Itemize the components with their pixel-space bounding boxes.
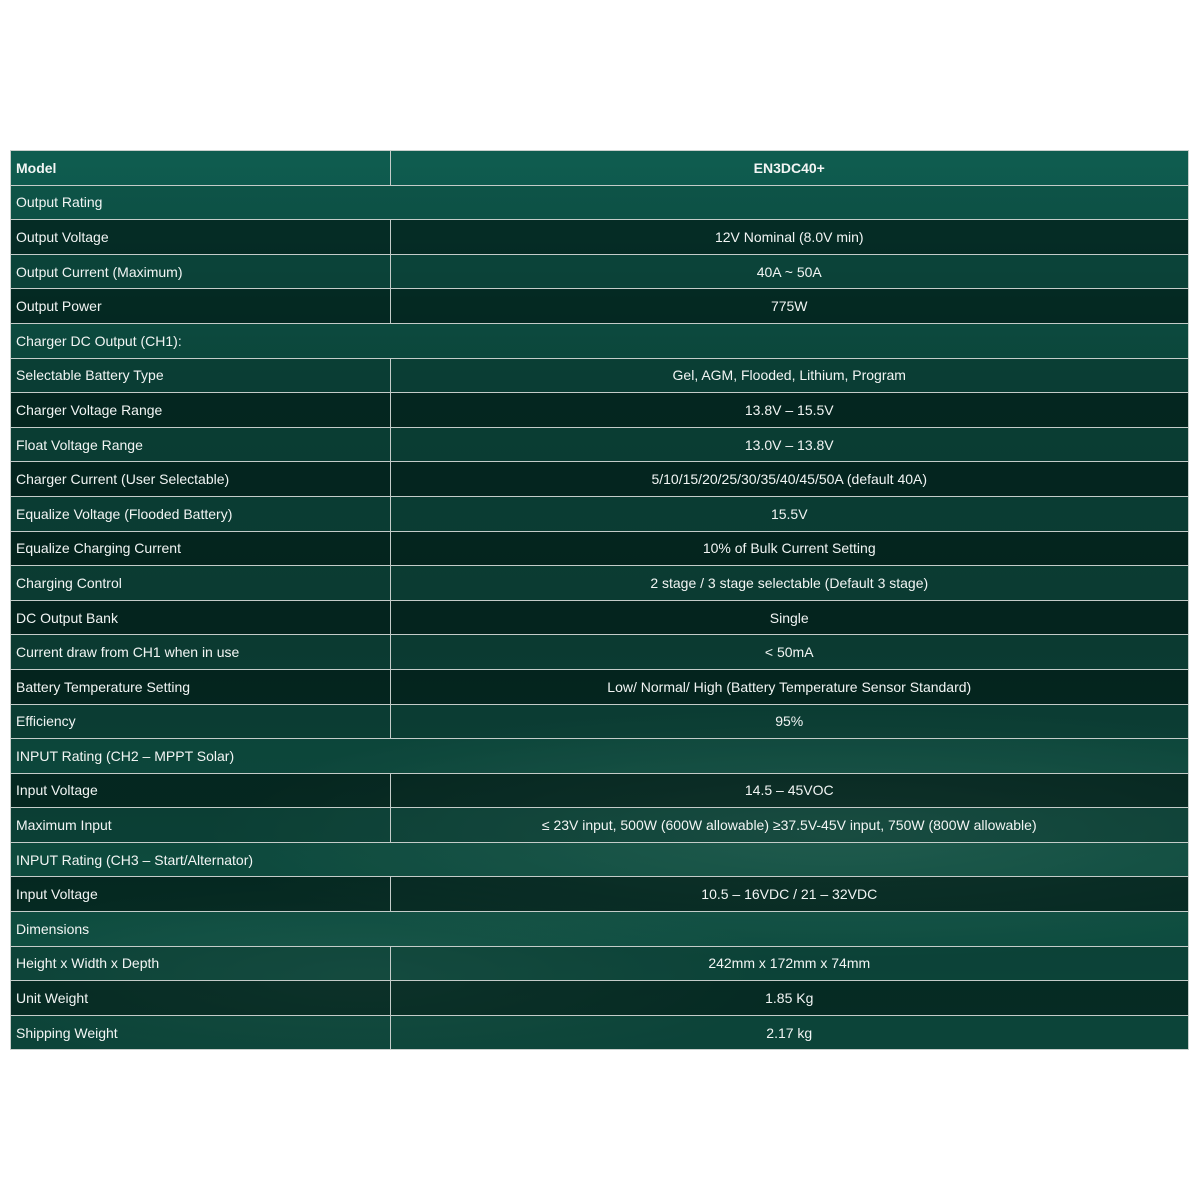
header-label: Model [11, 151, 390, 185]
table-row [11, 669, 1188, 704]
spec-table-frame [10, 150, 1189, 1050]
spec-value: 95% [390, 704, 1188, 739]
table-row [11, 1015, 1188, 1049]
spec-label: Shipping Weight [11, 1015, 390, 1049]
spec-label: Selectable Battery Type [11, 358, 390, 393]
section-label: INPUT Rating (CH2 – MPPT Solar) [11, 739, 1188, 774]
table-row [11, 462, 1188, 497]
spec-label: Maximum Input [11, 808, 390, 843]
table-row [11, 393, 1188, 428]
spec-value: 242mm x 172mm x 74mm [390, 946, 1188, 981]
spec-value: 2.17 kg [390, 1015, 1188, 1049]
section-label: Charger DC Output (CH1): [11, 323, 1188, 358]
spec-value: 775W [390, 289, 1188, 324]
spec-label: Output Voltage [11, 220, 390, 255]
section-label: Dimensions [11, 912, 1188, 947]
spec-value: Low/ Normal/ High (Battery Temperature Sensor Standard) [390, 669, 1188, 704]
table-row [11, 566, 1188, 601]
spec-table [11, 151, 1188, 1049]
spec-value: Gel, AGM, Flooded, Lithium, Program [390, 358, 1188, 393]
spec-label: Height x Width x Depth [11, 946, 390, 981]
spec-label: Output Current (Maximum) [11, 254, 390, 289]
spec-value: 1.85 Kg [390, 981, 1188, 1016]
header-model-value: EN3DC40+ [390, 151, 1188, 185]
table-row [11, 877, 1188, 912]
table-row [11, 946, 1188, 981]
spec-value: < 50mA [390, 635, 1188, 670]
spec-value: 15.5V [390, 496, 1188, 531]
spec-label: Charger Current (User Selectable) [11, 462, 390, 497]
spec-value: 12V Nominal (8.0V min) [390, 220, 1188, 255]
spec-label: Input Voltage [11, 877, 390, 912]
table-row [11, 773, 1188, 808]
table-row [11, 635, 1188, 670]
section-row [11, 842, 1188, 877]
spec-label: Float Voltage Range [11, 427, 390, 462]
table-row [11, 427, 1188, 462]
table-row [11, 220, 1188, 255]
table-row [11, 981, 1188, 1016]
spec-label: Efficiency [11, 704, 390, 739]
section-label: INPUT Rating (CH3 – Start/Alternator) [11, 842, 1188, 877]
table-row [11, 358, 1188, 393]
spec-label: Charger Voltage Range [11, 393, 390, 428]
table-row [11, 254, 1188, 289]
spec-value: 10% of Bulk Current Setting [390, 531, 1188, 566]
table-row [11, 808, 1188, 843]
table-header-row [11, 151, 1188, 185]
table-row [11, 600, 1188, 635]
spec-label: DC Output Bank [11, 600, 390, 635]
spec-value: Single [390, 600, 1188, 635]
table-row [11, 496, 1188, 531]
spec-label: Charging Control [11, 566, 390, 601]
table-row [11, 531, 1188, 566]
spec-value: 10.5 – 16VDC / 21 – 32VDC [390, 877, 1188, 912]
section-row [11, 323, 1188, 358]
spec-label: Current draw from CH1 when in use [11, 635, 390, 670]
spec-label: Battery Temperature Setting [11, 669, 390, 704]
spec-value: ≤ 23V input, 500W (600W allowable) ≥37.5V-45V input, 750W (800W allowable) [390, 808, 1188, 843]
spec-value: 13.8V – 15.5V [390, 393, 1188, 428]
section-row [11, 185, 1188, 220]
spec-table-body [11, 151, 1188, 1049]
spec-value: 14.5 – 45VOC [390, 773, 1188, 808]
spec-value: 5/10/15/20/25/30/35/40/45/50A (default 40A) [390, 462, 1188, 497]
spec-label: Unit Weight [11, 981, 390, 1016]
spec-label: Input Voltage [11, 773, 390, 808]
section-label: Output Rating [11, 185, 1188, 220]
section-row [11, 739, 1188, 774]
spec-label: Output Power [11, 289, 390, 324]
spec-value: 2 stage / 3 stage selectable (Default 3 stage) [390, 566, 1188, 601]
spec-value: 13.0V – 13.8V [390, 427, 1188, 462]
table-row [11, 704, 1188, 739]
spec-label: Equalize Charging Current [11, 531, 390, 566]
table-row [11, 289, 1188, 324]
spec-label: Equalize Voltage (Flooded Battery) [11, 496, 390, 531]
spec-value: 40A ~ 50A [390, 254, 1188, 289]
section-row [11, 912, 1188, 947]
